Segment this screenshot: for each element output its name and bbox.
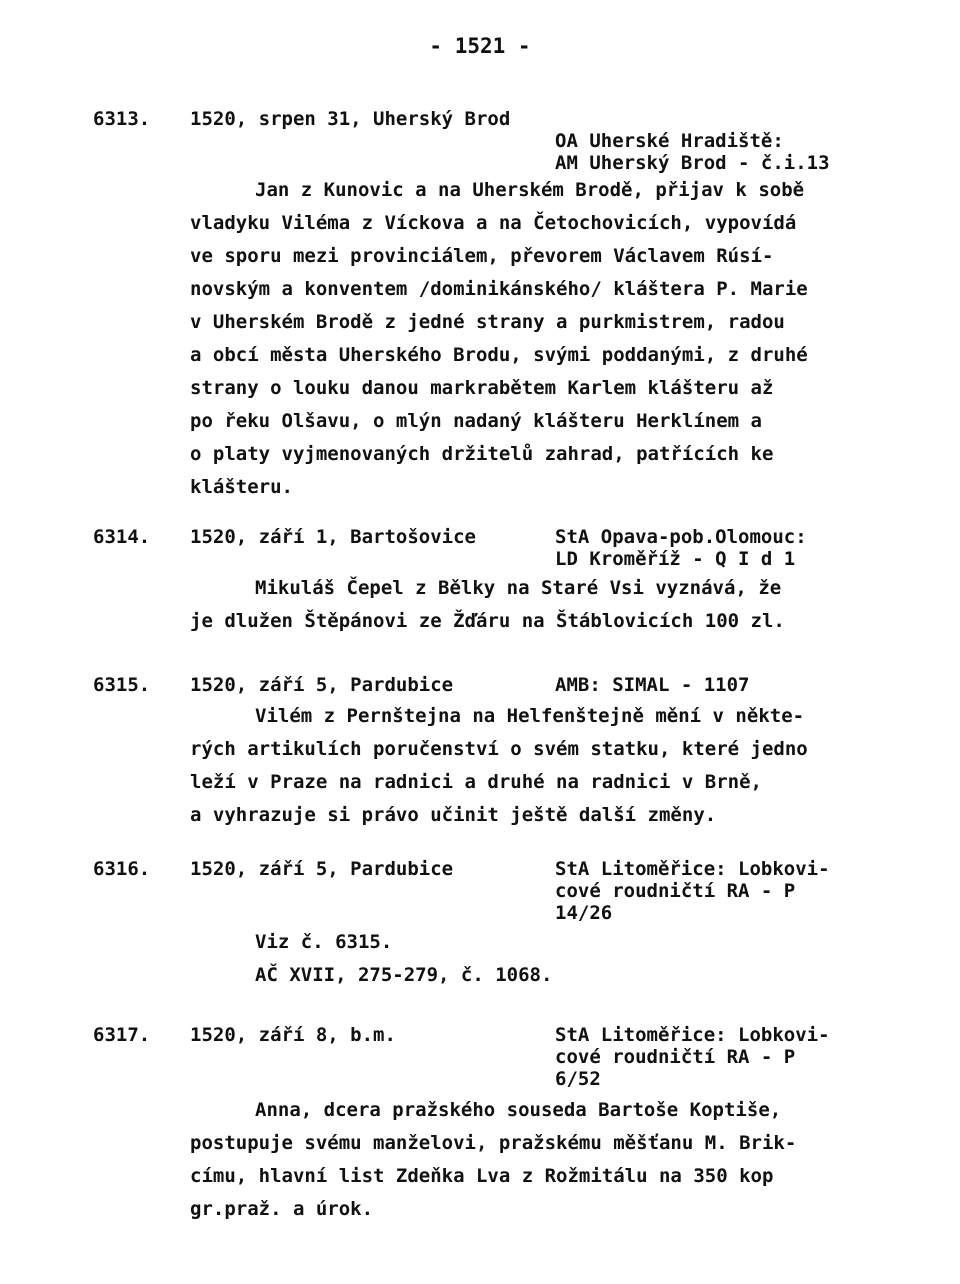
text-line: Vilém z Pernštejna na Helfenštejně mění v někte-	[255, 705, 805, 727]
text-line: a obcí města Uherského Brodu, svými poddanými, z druhé	[190, 344, 808, 366]
source-line: AMB: SIMAL - 1107	[555, 674, 750, 696]
text-line: Viz č. 6315.	[255, 931, 393, 953]
text-line: novským a konventem /dominikánského/ kláštera P. Marie	[190, 278, 808, 300]
entry-number: 6315.	[93, 674, 151, 696]
text-line: címu, hlavní list Zdeňka Lva z Rožmitálu na 350 kop	[190, 1165, 774, 1187]
entry-text	[190, 700, 870, 832]
entry-source	[555, 858, 830, 924]
text-line: Mikuláš Čepel z Bělky na Staré Vsi vyznává, že	[255, 577, 782, 599]
text-line: gr.praž. a úrok.	[190, 1198, 374, 1220]
entry-number: 6316.	[93, 858, 151, 880]
entry-source	[555, 674, 749, 696]
source-line: cové roudničtí RA - P	[555, 1046, 796, 1068]
entry-date-place: 1520, září 5, Pardubice	[190, 858, 454, 880]
text-line: postupuje svému manželovi, pražskému měšťanu M. Brik-	[190, 1132, 797, 1154]
entry-text	[190, 174, 870, 504]
text-line: leží v Praze na radnici a druhé na radnici v Brně,	[190, 771, 762, 793]
text-line: ve sporu mezi provinciálem, převorem Václavem Rúsí-	[190, 245, 774, 267]
entry-number: 6313.	[93, 108, 151, 130]
entry-text	[190, 572, 870, 638]
text-line: v Uherském Brodě z jedné strany a purkmistrem, radou	[190, 311, 785, 333]
entry-date-place: 1520, srpen 31, Uherský Brod	[190, 108, 511, 130]
source-line: StA Litoměřice: Lobkovi-	[555, 1024, 830, 1046]
source-line: AM Uherský Brod - č.i.13	[555, 152, 830, 174]
text-line: klášteru.	[190, 476, 293, 498]
text-line: Jan z Kunovic a na Uherském Brodě, přijav k sobě	[255, 179, 805, 201]
text-line: rých artikulích poručenství o svém statku, které jedno	[190, 738, 808, 760]
entry-date-place: 1520, září 5, Pardubice	[190, 674, 454, 696]
source-line: 6/52	[555, 1068, 601, 1090]
entry-date-place: 1520, září 8, b.m.	[190, 1024, 396, 1046]
page-number: - 1521 -	[429, 34, 531, 58]
entry-source	[555, 526, 807, 570]
source-line: LD Kroměříž - Q I d 1	[555, 548, 796, 570]
source-line: cové roudničtí RA - P	[555, 880, 796, 902]
text-line: Anna, dcera pražského souseda Bartoše Koptiše,	[255, 1099, 782, 1121]
text-line: vladyku Viléma z Víckova a na Četochovicích, vypovídá	[190, 212, 797, 234]
text-line: AČ XVII, 275-279, č. 1068.	[255, 964, 553, 986]
entry-number: 6314.	[93, 526, 151, 548]
text-line: strany o louku danou markrabětem Karlem klášteru až	[190, 377, 774, 399]
text-line: po řeku Olšavu, o mlýn nadaný klášteru Herklínem a	[190, 410, 762, 432]
source-line: StA Opava-pob.Olomouc:	[555, 526, 807, 548]
source-line: OA Uherské Hradiště:	[555, 130, 784, 152]
entry-source	[555, 1024, 830, 1090]
entry-number: 6317.	[93, 1024, 151, 1046]
source-line: 14/26	[555, 902, 613, 924]
entry-text	[190, 1094, 870, 1226]
text-line: je dlužen Štěpánovi ze Žďáru na Štáblovicích 100 zl.	[190, 610, 785, 632]
source-line: StA Litoměřice: Lobkovi-	[555, 858, 830, 880]
entry-source	[555, 130, 830, 174]
text-line: o platy vyjmenovaných držitelů zahrad, patřících ke	[190, 443, 774, 465]
entry-text	[255, 926, 875, 992]
entry-date-place: 1520, září 1, Bartošovice	[190, 526, 476, 548]
text-line: a vyhrazuje si právo učinit ještě další změny.	[190, 804, 717, 826]
